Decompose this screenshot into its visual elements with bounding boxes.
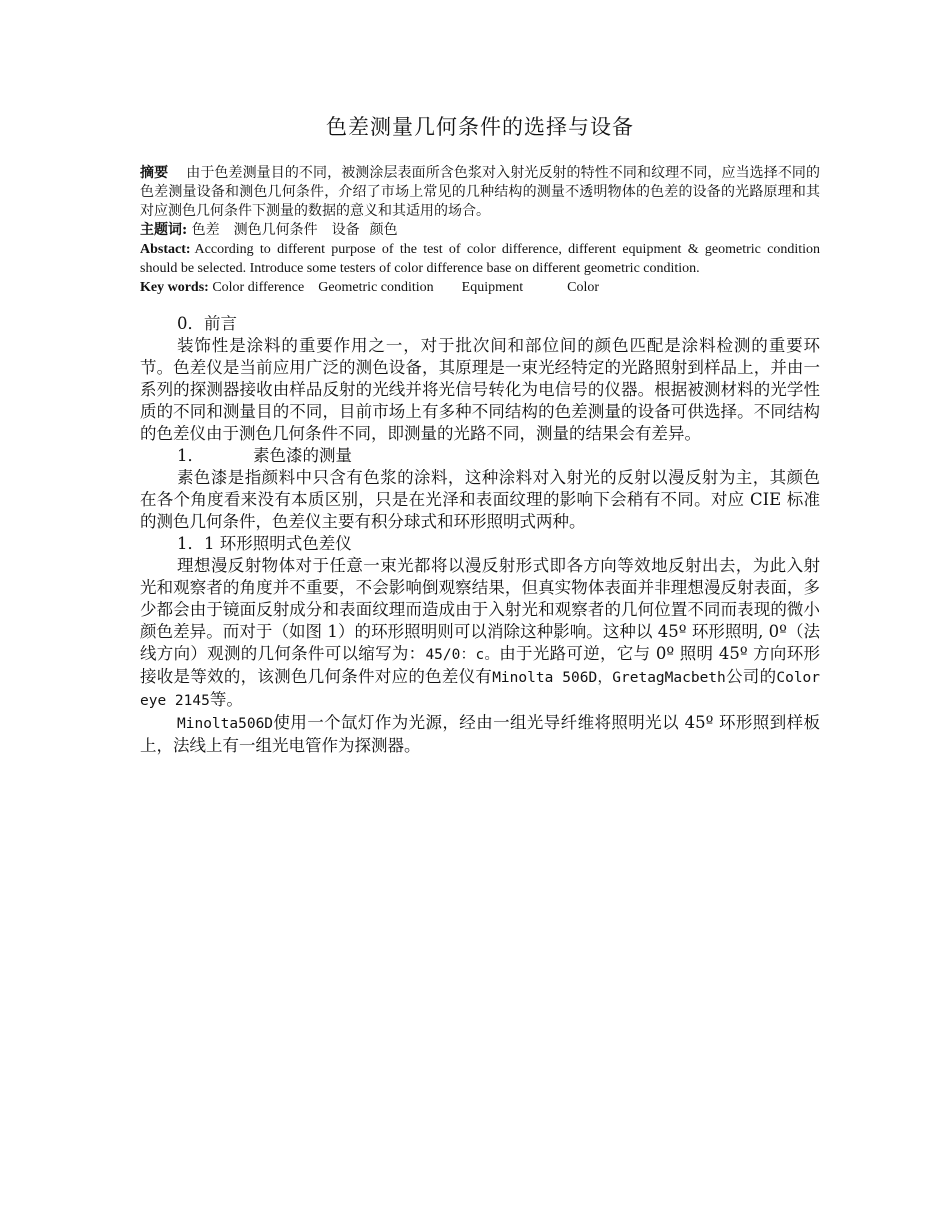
- abstract-cn-label: 摘要: [140, 165, 169, 181]
- keyword-en-term: Color difference: [212, 280, 305, 295]
- section-1-1-paragraph-2: [140, 712, 820, 757]
- keyword-en-term: Color: [567, 280, 599, 295]
- instrument-name: Color eye 2145: [140, 670, 821, 709]
- abstract-en: [140, 240, 820, 278]
- abstract-block: [140, 164, 820, 297]
- paragraph-text: 等。: [209, 690, 243, 709]
- section-1-heading: [140, 445, 820, 467]
- abstract-en-text: According to different purpose of the test of color difference, different equipment & geometric condition should be selected. Introduce some testers of color difference base on different geometric condition.: [140, 242, 820, 276]
- keywords-cn: [140, 221, 820, 240]
- keywords-cn-label: 主题词:: [140, 222, 188, 238]
- abstract-cn: [140, 164, 820, 221]
- geometry-notation: 45/0：c。: [425, 647, 500, 663]
- abstract-cn-text: 由于色差测量目的不同，被测涂层表面所含色浆对入射光反射的特性不同和纹理不同，应当选择不同的色差测量设备和测色几何条件，介绍了市场上常见的几种结构的测量不透明物体的色差的设备的光路原理和其对应测色几何条件下测量的数据的意义和其适用的场合。: [140, 165, 820, 219]
- paragraph-text: 公司的: [725, 667, 777, 686]
- section-1-paragraph: 素色漆是指颜料中只含有色浆的涂料，这种涂料对入射光的反射以漫反射为主，其颜色在各个角度看来没有本质区别，只是在光泽和表面纹理的影响下会稍有不同。对应 CIE 标准的测色几何条件，色差仪主要有积分球式和环形照明式两种。: [140, 468, 820, 531]
- instrument-name: Minolta506D: [177, 716, 274, 732]
- keyword-en-term: Equipment: [461, 280, 524, 295]
- keyword-cn-term: 颜色: [369, 222, 398, 238]
- section-0-paragraph: 装饰性是涂料的重要作用之一，对于批次间和部位间的颜色匹配是涂料检测的重要环节。色差仪是当前应用广泛的测色设备，其原理是一束光经特定的光路照射到样品上，并由一系列的探测器接收由样品反射的光线并将光信号转化为电信号的仪器。根据被测材料的光学性质的不同和测量目的不同，目前市场上有多种不同结构的色差测量的设备可供选择。不同结构的色差仪由于测色几何条件不同，即测量的光路不同，测量的结果会有差异。: [140, 336, 820, 443]
- section-1-title: 素色漆的测量: [253, 446, 352, 465]
- section-0-heading: 0．前言: [177, 314, 237, 333]
- instrument-name: Minolta 506D，GretagMacbeth: [492, 670, 726, 686]
- paragraph-text: 使用一个氙灯作为光源，经由一组光导纤维将照明光以 45º 环形照到样板上，法线上有一组光电管作为探测器。: [140, 713, 820, 755]
- keyword-cn-term: 设备: [331, 222, 360, 238]
- paragraph-text: 理想漫反射物体对于任意一束光都将以漫反射形式即各方向等效地反射出去，为此入射光和观察者的角度并不重要，不会影响倒观察结果，但真实物体表面并非理想漫反射表面，多少都会由于镜面反射成分和表面纹理而造成由于入射光和观察者的几何位置不同而表现的微小颜色差异。而对于（如图 1）的环形照明则可以消除这种影响。这种以 45º 环形照明, 0º（法线方向）观测的几何条件可以缩写为：: [140, 556, 820, 663]
- page-title: 色差测量几何条件的选择与设备: [326, 115, 634, 139]
- section-1-1-heading: 1．1 环形照明式色差仪: [177, 534, 352, 553]
- keyword-en-term: Geometric condition: [318, 280, 434, 295]
- keyword-cn-term: 测色几何条件: [233, 222, 318, 238]
- document-page: [140, 112, 820, 757]
- keywords-en-label: Key words:: [140, 280, 209, 295]
- paragraph-text: 由于光路可逆，它与 0º 照明 45º 方向环形接收是等效的，该测色几何条件对应的色差仪有: [140, 644, 820, 686]
- keywords-en: [140, 278, 820, 297]
- document-body: [140, 313, 820, 757]
- section-1-number: 1．: [177, 446, 204, 465]
- section-1-1-paragraph-1: [140, 555, 820, 712]
- abstract-en-label: Abstact:: [140, 242, 191, 257]
- keyword-cn-term: 色差: [191, 222, 220, 238]
